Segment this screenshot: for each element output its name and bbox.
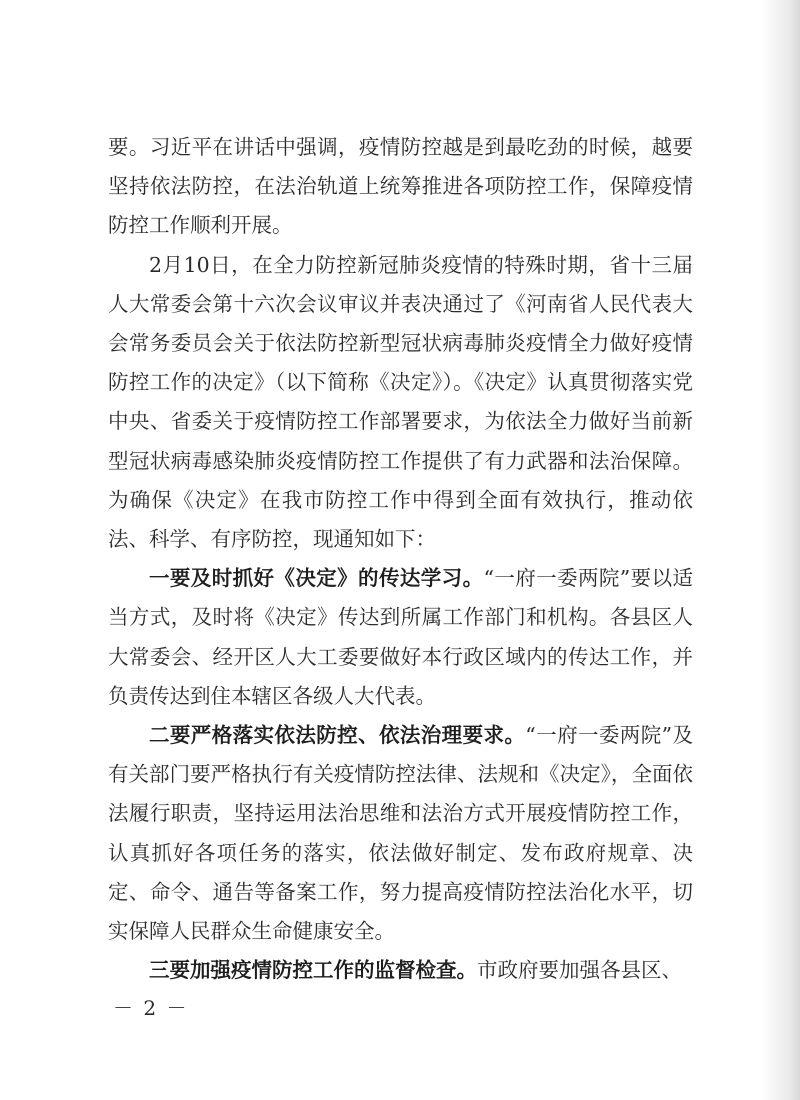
paragraph-4: [108, 716, 693, 951]
paragraph-5-heading: 三要加强疫情防控工作的监督检查。: [149, 958, 477, 983]
paragraph-2: [108, 246, 693, 560]
paragraph-4-text: “一府一委两院”及有关部门要严格执行有关疫情防控法律、法规和《决定》，全面依法履行职责，坚持运用法治思维和法治方式开展疫情防控工作，认真抓好各项任务的落实，依法做好制定、发布政府规章、决定、命令、通告等备案工作，努力提高疫情防控法治化水平，切实保障人民群众生命健康安全。: [108, 723, 693, 944]
paragraph-3-heading: 一要及时抓好《决定》的传达学习。: [149, 566, 484, 591]
paragraph-2-text: 2月10日，在全力防控新冠肺炎疫情的特殊时期，省十三届人大常委会第十六次会议审议并表决通过了《河南省人民代表大会常务委员会关于依法防控新型冠状病毒肺炎疫情全力做好疫情防控工作的决定》（以下简称《决定》）。《决定》认真贯彻落实党中央、省委关于疫情防控工作部署要求，为依法全力做好当前新型冠状病毒感染肺炎疫情防控工作提供了有力武器和法治保障。为确保《决定》在我市防控工作中得到全面有效执行，推动依法、科学、有序防控，现通知如下：: [108, 252, 693, 552]
page-number: － 2 －: [113, 996, 189, 1020]
paragraph-1: [108, 128, 693, 246]
paragraph-5-text: 市政府要加强各县区、: [477, 958, 682, 983]
paragraph-3: [108, 559, 693, 716]
scan-edge-shadow: [760, 0, 800, 1100]
paragraph-5: [108, 951, 693, 990]
body-text: [108, 128, 693, 990]
paragraph-4-heading: 二要严格落实依法防控、依法治理要求。: [149, 723, 526, 748]
paragraph-3-text: “一府一委两院”要以适当方式，及时将《决定》传达到所属工作部门和机构。各县区人大常委会、经开区人大工委要做好本行政区域内的传达工作，并负责传达到住本辖区各级人大代表。: [108, 566, 693, 708]
paragraph-1-text: 要。习近平在讲话中强调，疫情防控越是到最吃劲的时候，越要坚持依法防控，在法治轨道上统筹推进各项防控工作，保障疫情防控工作顺利开展。: [108, 135, 693, 238]
